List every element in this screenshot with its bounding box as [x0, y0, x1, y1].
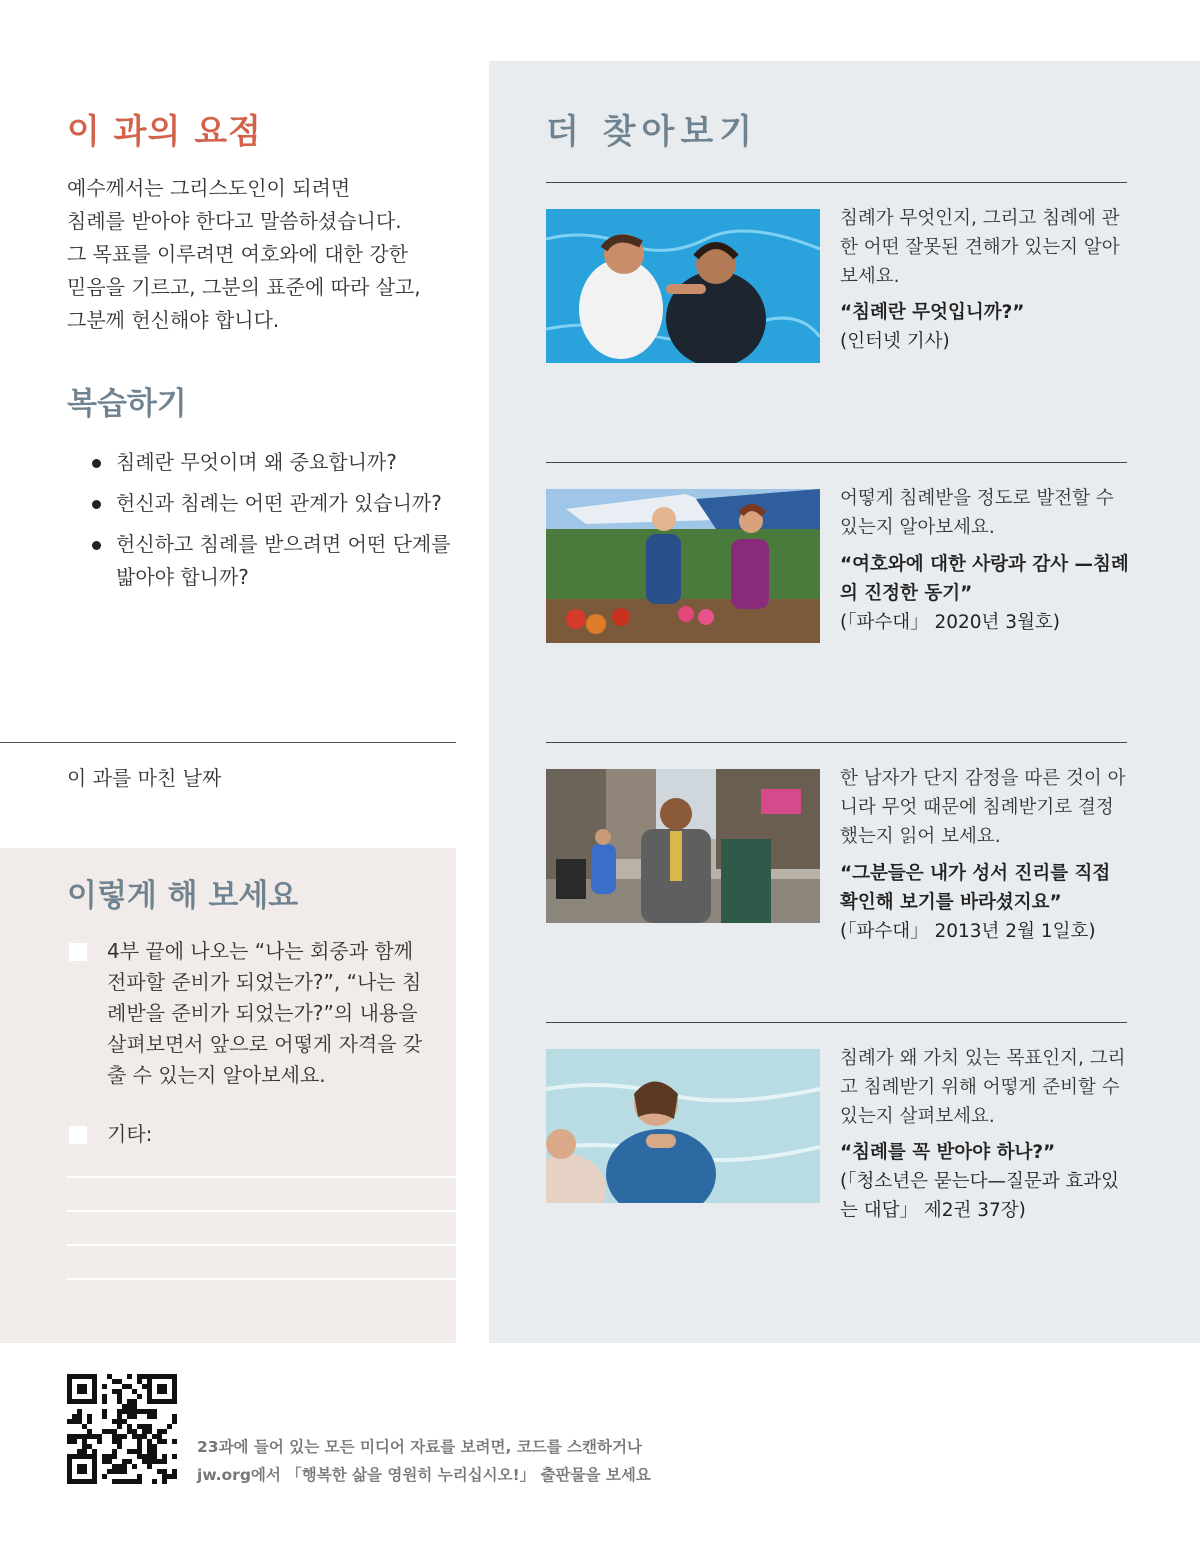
task-text: 4부 끝에 나오는 “나는 회중과 함께 전파할 준비가 되었는가?”, “나는 침례받을 준비가 되었는가?”의 내용을 살펴보면서 앞으로 어떻게 자격을 갖출 수 있는지 알아보세요.: [107, 939, 423, 1087]
divider: [0, 742, 456, 743]
review-title: 복습하기: [67, 386, 187, 422]
footer-line[interactable]: jw.org에서 「행복한 삶을 영원히 누리십시오!」 출판물을 보세요: [197, 1466, 651, 1484]
summary-line: 침례를 받아야 한다고 말씀하셨습니다.: [67, 209, 402, 233]
item-source: (「파수대」 2013년 2월 1일호): [840, 921, 1096, 942]
write-line[interactable]: [67, 1244, 456, 1246]
divider: [546, 462, 1127, 463]
item-title[interactable]: “침례란 무엇입니까?”: [840, 302, 1025, 323]
item-source: (인터넷 기사): [840, 331, 950, 352]
farmers-market-photo[interactable]: [546, 489, 820, 643]
item-description: 어떻게 침례받을 정도로 발전할 수 있는지 알아보세요.: [840, 488, 1114, 538]
item-source: (「파수대」 2020년 3월호): [840, 612, 1061, 633]
review-list: [92, 446, 462, 602]
review-question: [92, 528, 462, 594]
item-title[interactable]: “침례를 꼭 받아야 하나?”: [840, 1142, 1056, 1163]
review-question-text: 침례란 무엇이며 왜 중요합니까?: [116, 450, 397, 474]
summary-line: 그 목표를 이루려면 여호와에 대한 강한: [67, 242, 408, 266]
item-description: 침례가 무엇인지, 그리고 침례에 관한 어떤 잘못된 견해가 있는지 알아보세요.: [840, 208, 1120, 287]
task-checkbox[interactable]: [69, 943, 87, 961]
item-description: 한 남자가 단지 감정을 따른 것이 아니라 무엇 때문에 침례받기로 결정했는지 읽어 보세요.: [840, 768, 1126, 847]
qr-code-icon[interactable]: [67, 1374, 177, 1484]
item-description: 침례가 왜 가치 있는 목표인지, 그리고 침례받기 위해 어떻게 준비할 수 있는지 살펴보세요.: [840, 1048, 1126, 1127]
review-question-text: 헌신하고 침례를 받으려면 어떤 단계를 밟아야 합니까?: [116, 532, 451, 589]
review-question-text: 헌신과 침례는 어떤 관계가 있습니까?: [116, 491, 442, 515]
bullet-icon: [92, 541, 101, 550]
summary-line: 예수께서는 그리스도인이 되려면: [67, 176, 351, 200]
review-question: [92, 446, 462, 479]
divider: [546, 742, 1127, 743]
city-street-man-photo[interactable]: [546, 769, 820, 923]
baptism-in-pool-photo[interactable]: [546, 209, 820, 363]
bullet-icon: [92, 459, 101, 468]
divider: [546, 1022, 1127, 1023]
task-text-other: 기타:: [107, 1122, 153, 1146]
item-title[interactable]: “여호와에 대한 사랑과 감사 —침례의 진정한 동기”: [840, 554, 1129, 604]
write-line[interactable]: [67, 1210, 456, 1212]
footer-line: 23과에 들어 있는 모든 미디어 자료를 보려면, 코드를 스캔하거나: [197, 1438, 642, 1456]
try-panel: [0, 848, 456, 1343]
summary-line: 그분께 헌신해야 합니다.: [67, 308, 280, 332]
explore-title: 더 찾아보기: [546, 112, 759, 152]
summary-line: 믿음을 기르고, 그분의 표준에 따라 살고,: [67, 275, 421, 299]
item-source: (「청소년은 묻는다—질문과 효과있는 대답」 제2권 37장): [840, 1171, 1120, 1221]
item-title[interactable]: “그분들은 내가 성서 진리를 직접 확인해 보기를 바라셨지요”: [840, 863, 1111, 913]
young-woman-baptism-photo[interactable]: [546, 1049, 820, 1203]
bullet-icon: [92, 500, 101, 509]
review-question: [92, 487, 462, 520]
summary-title: 이 과의 요점: [67, 112, 262, 152]
summary-text: [67, 172, 447, 337]
footer-text: [197, 1433, 651, 1489]
task-checkbox[interactable]: [69, 1126, 87, 1144]
try-title: 이렇게 해 보세요: [67, 878, 299, 914]
completion-date-label: 이 과를 마친 날짜: [67, 766, 222, 790]
write-line[interactable]: [67, 1176, 456, 1178]
divider: [546, 182, 1127, 183]
write-line[interactable]: [67, 1278, 456, 1280]
